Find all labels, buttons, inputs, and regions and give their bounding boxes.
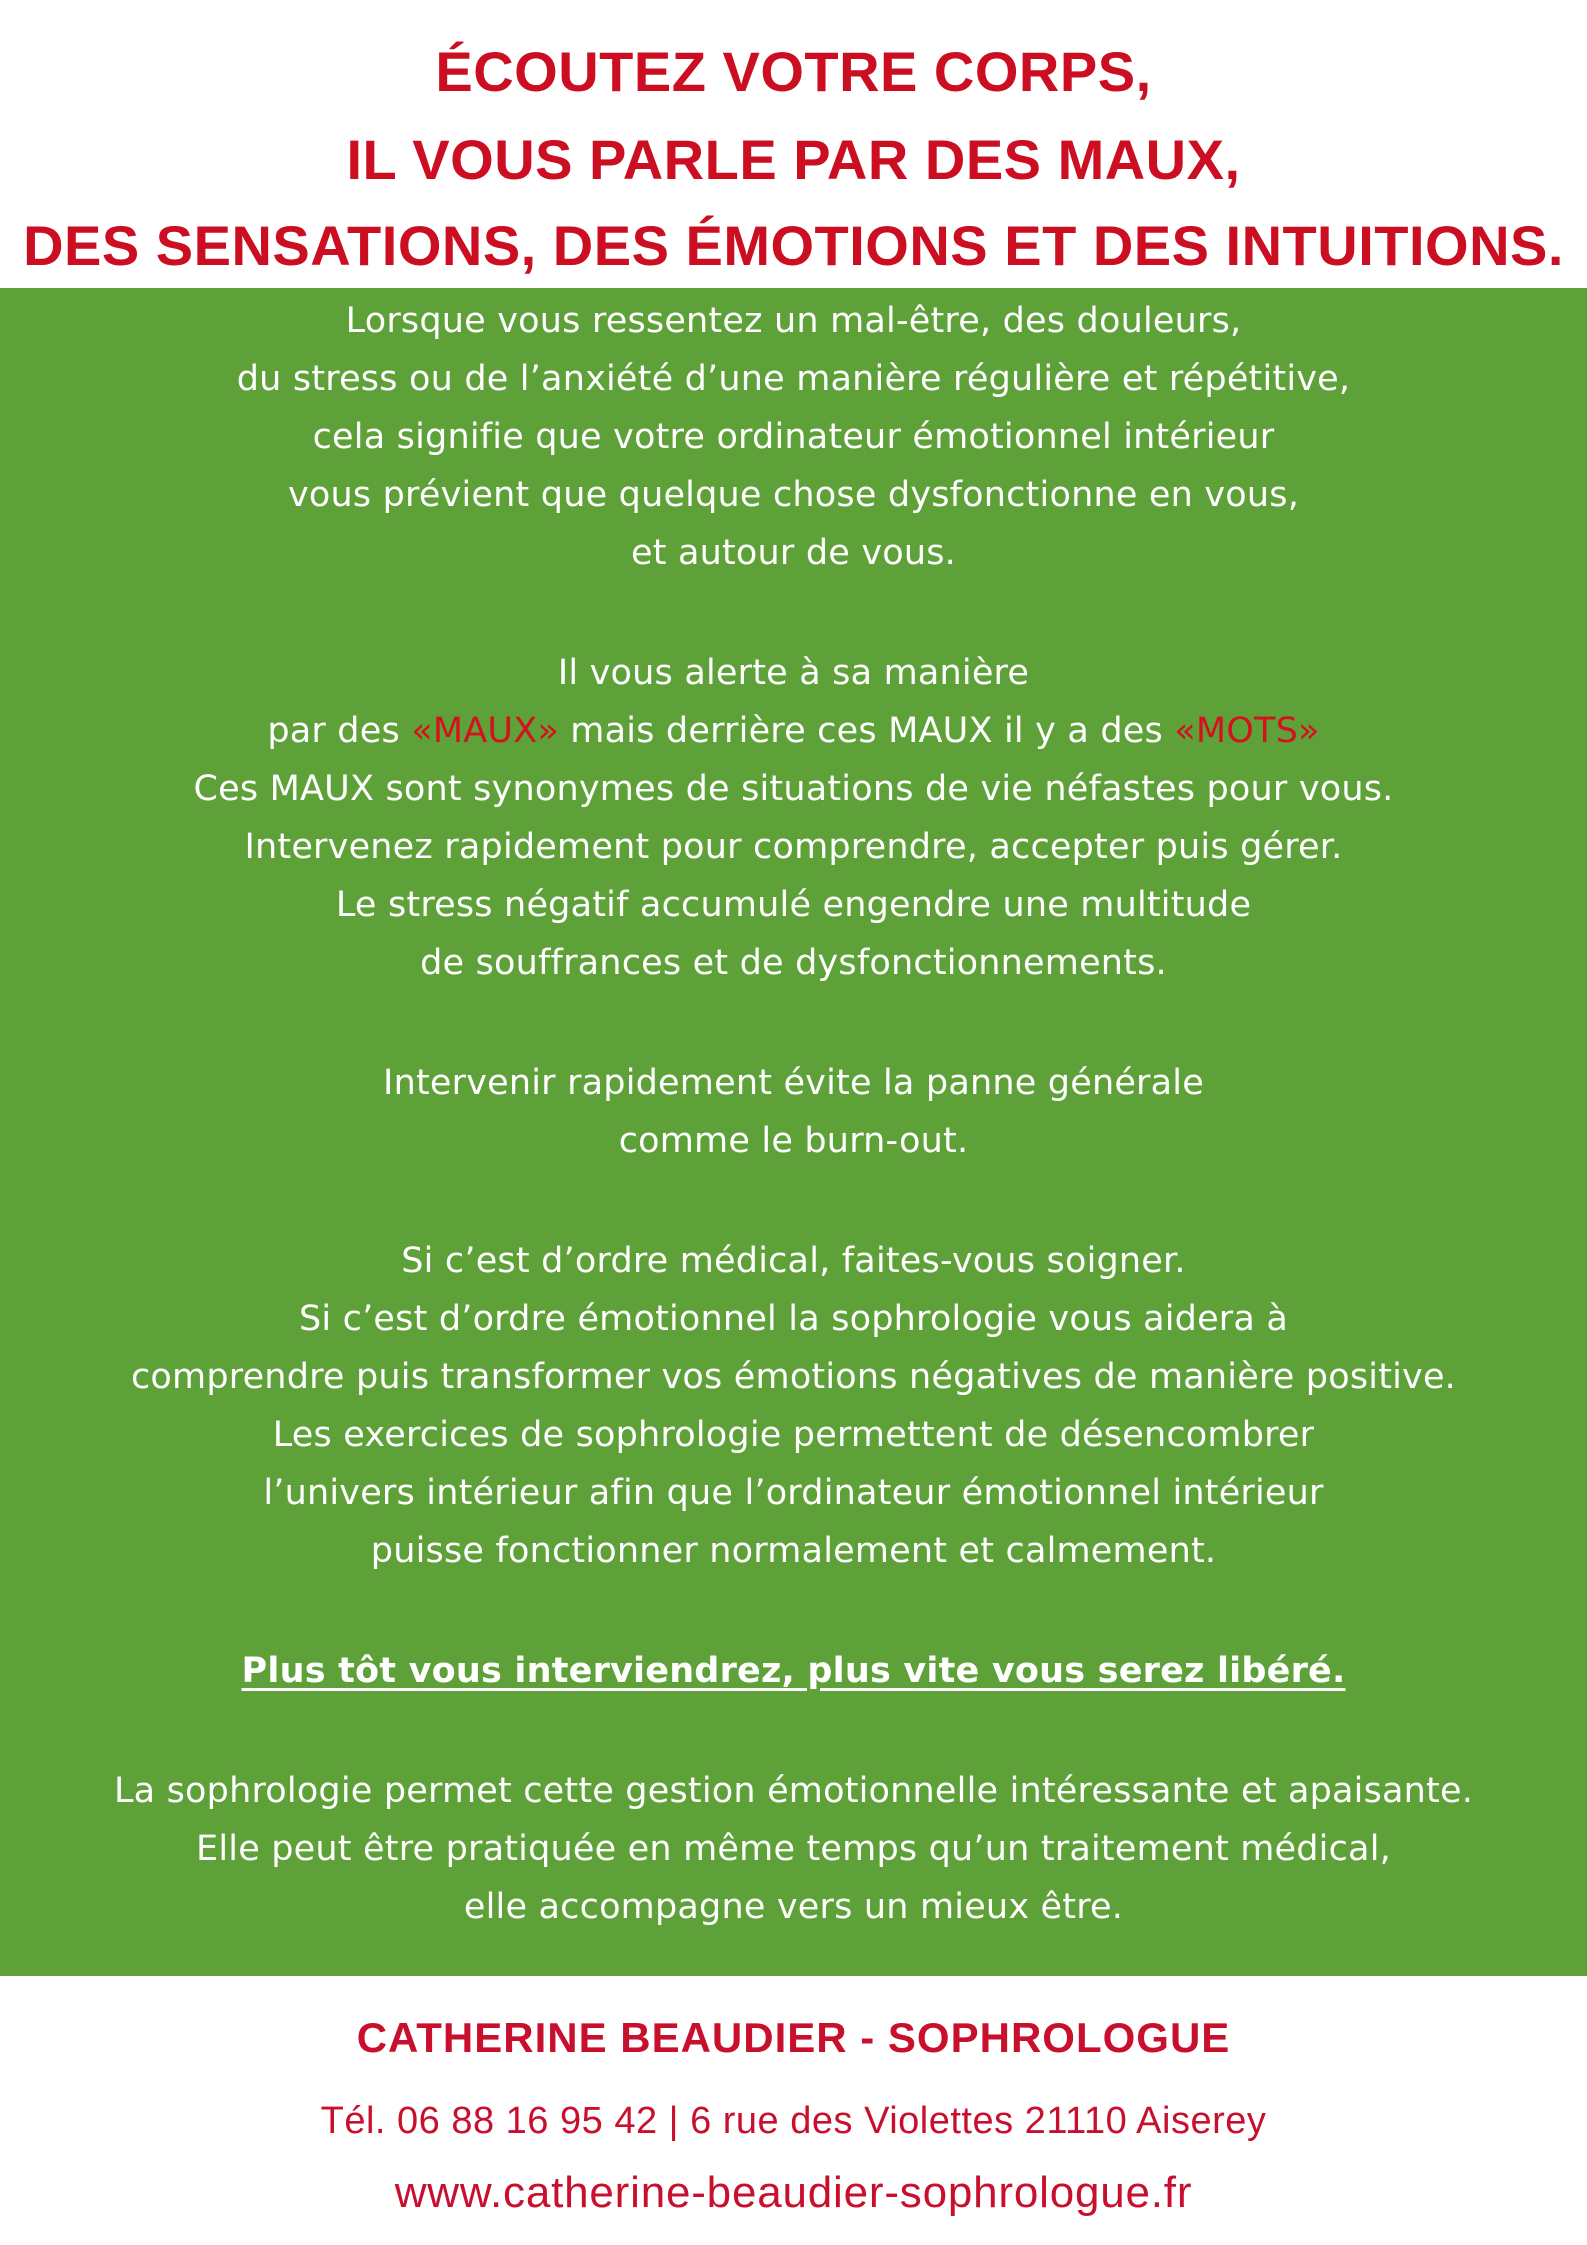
paragraph-1-line-4: vous prévient que quelque chose dysfonctionne en vous,	[287, 475, 1300, 515]
paragraph-1-line-1: Lorsque vous ressentez un mal-être, des douleurs,	[345, 301, 1242, 341]
paragraph-2-line-2-middle: mais derrière ces MAUX il y a des	[558, 711, 1175, 751]
paragraph-2-line-4: Intervenez rapidement pour comprendre, accepter puis gérer.	[244, 827, 1343, 867]
paragraph-1-line-5: et autour de vous.	[631, 533, 956, 573]
paragraph-5-line-3: elle accompagne vers un mieux être.	[463, 1887, 1124, 1927]
emphasis-statement: Plus tôt vous interviendrez, plus vite vous serez libéré.	[241, 1651, 1346, 1691]
header-title-line-1: ÉCOUTEZ VOTRE CORPS,	[435, 40, 1152, 103]
paragraph-2-line-3: Ces MAUX sont synonymes de situations de vie néfastes pour vous.	[193, 769, 1394, 809]
paragraph-2-line-2	[0, 706, 1587, 756]
paragraph-4-line-6: puisse fonctionner normalement et calmement.	[370, 1531, 1217, 1571]
paragraph-2-line-6: de souffrances et de dysfonctionnements.	[420, 943, 1167, 983]
paragraph-4-line-1: Si c’est d’ordre médical, faites-vous soigner.	[401, 1241, 1186, 1281]
message-panel	[0, 288, 1587, 1976]
sophrologist-name: CATHERINE BEAUDIER - SOPHROLOGUE	[356, 2014, 1231, 2061]
paragraph-4-line-2: Si c’est d’ordre émotionnel la sophrologie vous aidera à	[298, 1299, 1289, 1339]
paragraph-3-line-2: comme le burn-out.	[618, 1121, 969, 1161]
maux-highlight: «MAUX»	[411, 711, 559, 751]
website-link[interactable]: www.catherine-beaudier-sophrologue.fr	[394, 2168, 1193, 2217]
paragraph-2-line-2-start: par des	[267, 711, 412, 751]
paragraph-2-line-1: Il vous alerte à sa manière	[557, 653, 1030, 693]
paragraph-1-line-3: cela signifie que votre ordinateur émotionnel intérieur	[312, 417, 1275, 457]
paragraph-4-line-3: comprendre puis transformer vos émotions négatives de manière positive.	[130, 1357, 1457, 1397]
paragraph-5-line-2: Elle peut être pratiquée en même temps qu’un traitement médical,	[196, 1829, 1391, 1869]
paragraph-5-line-1: La sophrologie permet cette gestion émotionnelle intéressante et apaisante.	[113, 1771, 1474, 1811]
header-title-line-2: IL VOUS PARLE PAR DES MAUX,	[346, 128, 1241, 191]
paragraph-2-line-5: Le stress négatif accumulé engendre une multitude	[335, 885, 1252, 925]
header-title-block	[0, 0, 1587, 288]
header-title-line-3: DES SENSATIONS, DES ÉMOTIONS ET DES INTUITIONS.	[23, 214, 1564, 277]
paragraph-4-line-5: l’univers intérieur afin que l’ordinateur émotionnel intérieur	[263, 1473, 1324, 1513]
contact-footer	[0, 1976, 1587, 2245]
paragraph-4-line-4: Les exercices de sophrologie permettent de désencombrer	[272, 1415, 1315, 1455]
mots-highlight: «MOTS»	[1174, 711, 1320, 751]
paragraph-1-line-2: du stress ou de l’anxiété d’une manière régulière et répétitive,	[236, 359, 1351, 399]
phone-address: Tél. 06 88 16 95 42 | 6 rue des Violettes 21110 Aiserey	[320, 2100, 1267, 2142]
paragraph-3-line-1: Intervenir rapidement évite la panne générale	[383, 1063, 1204, 1103]
